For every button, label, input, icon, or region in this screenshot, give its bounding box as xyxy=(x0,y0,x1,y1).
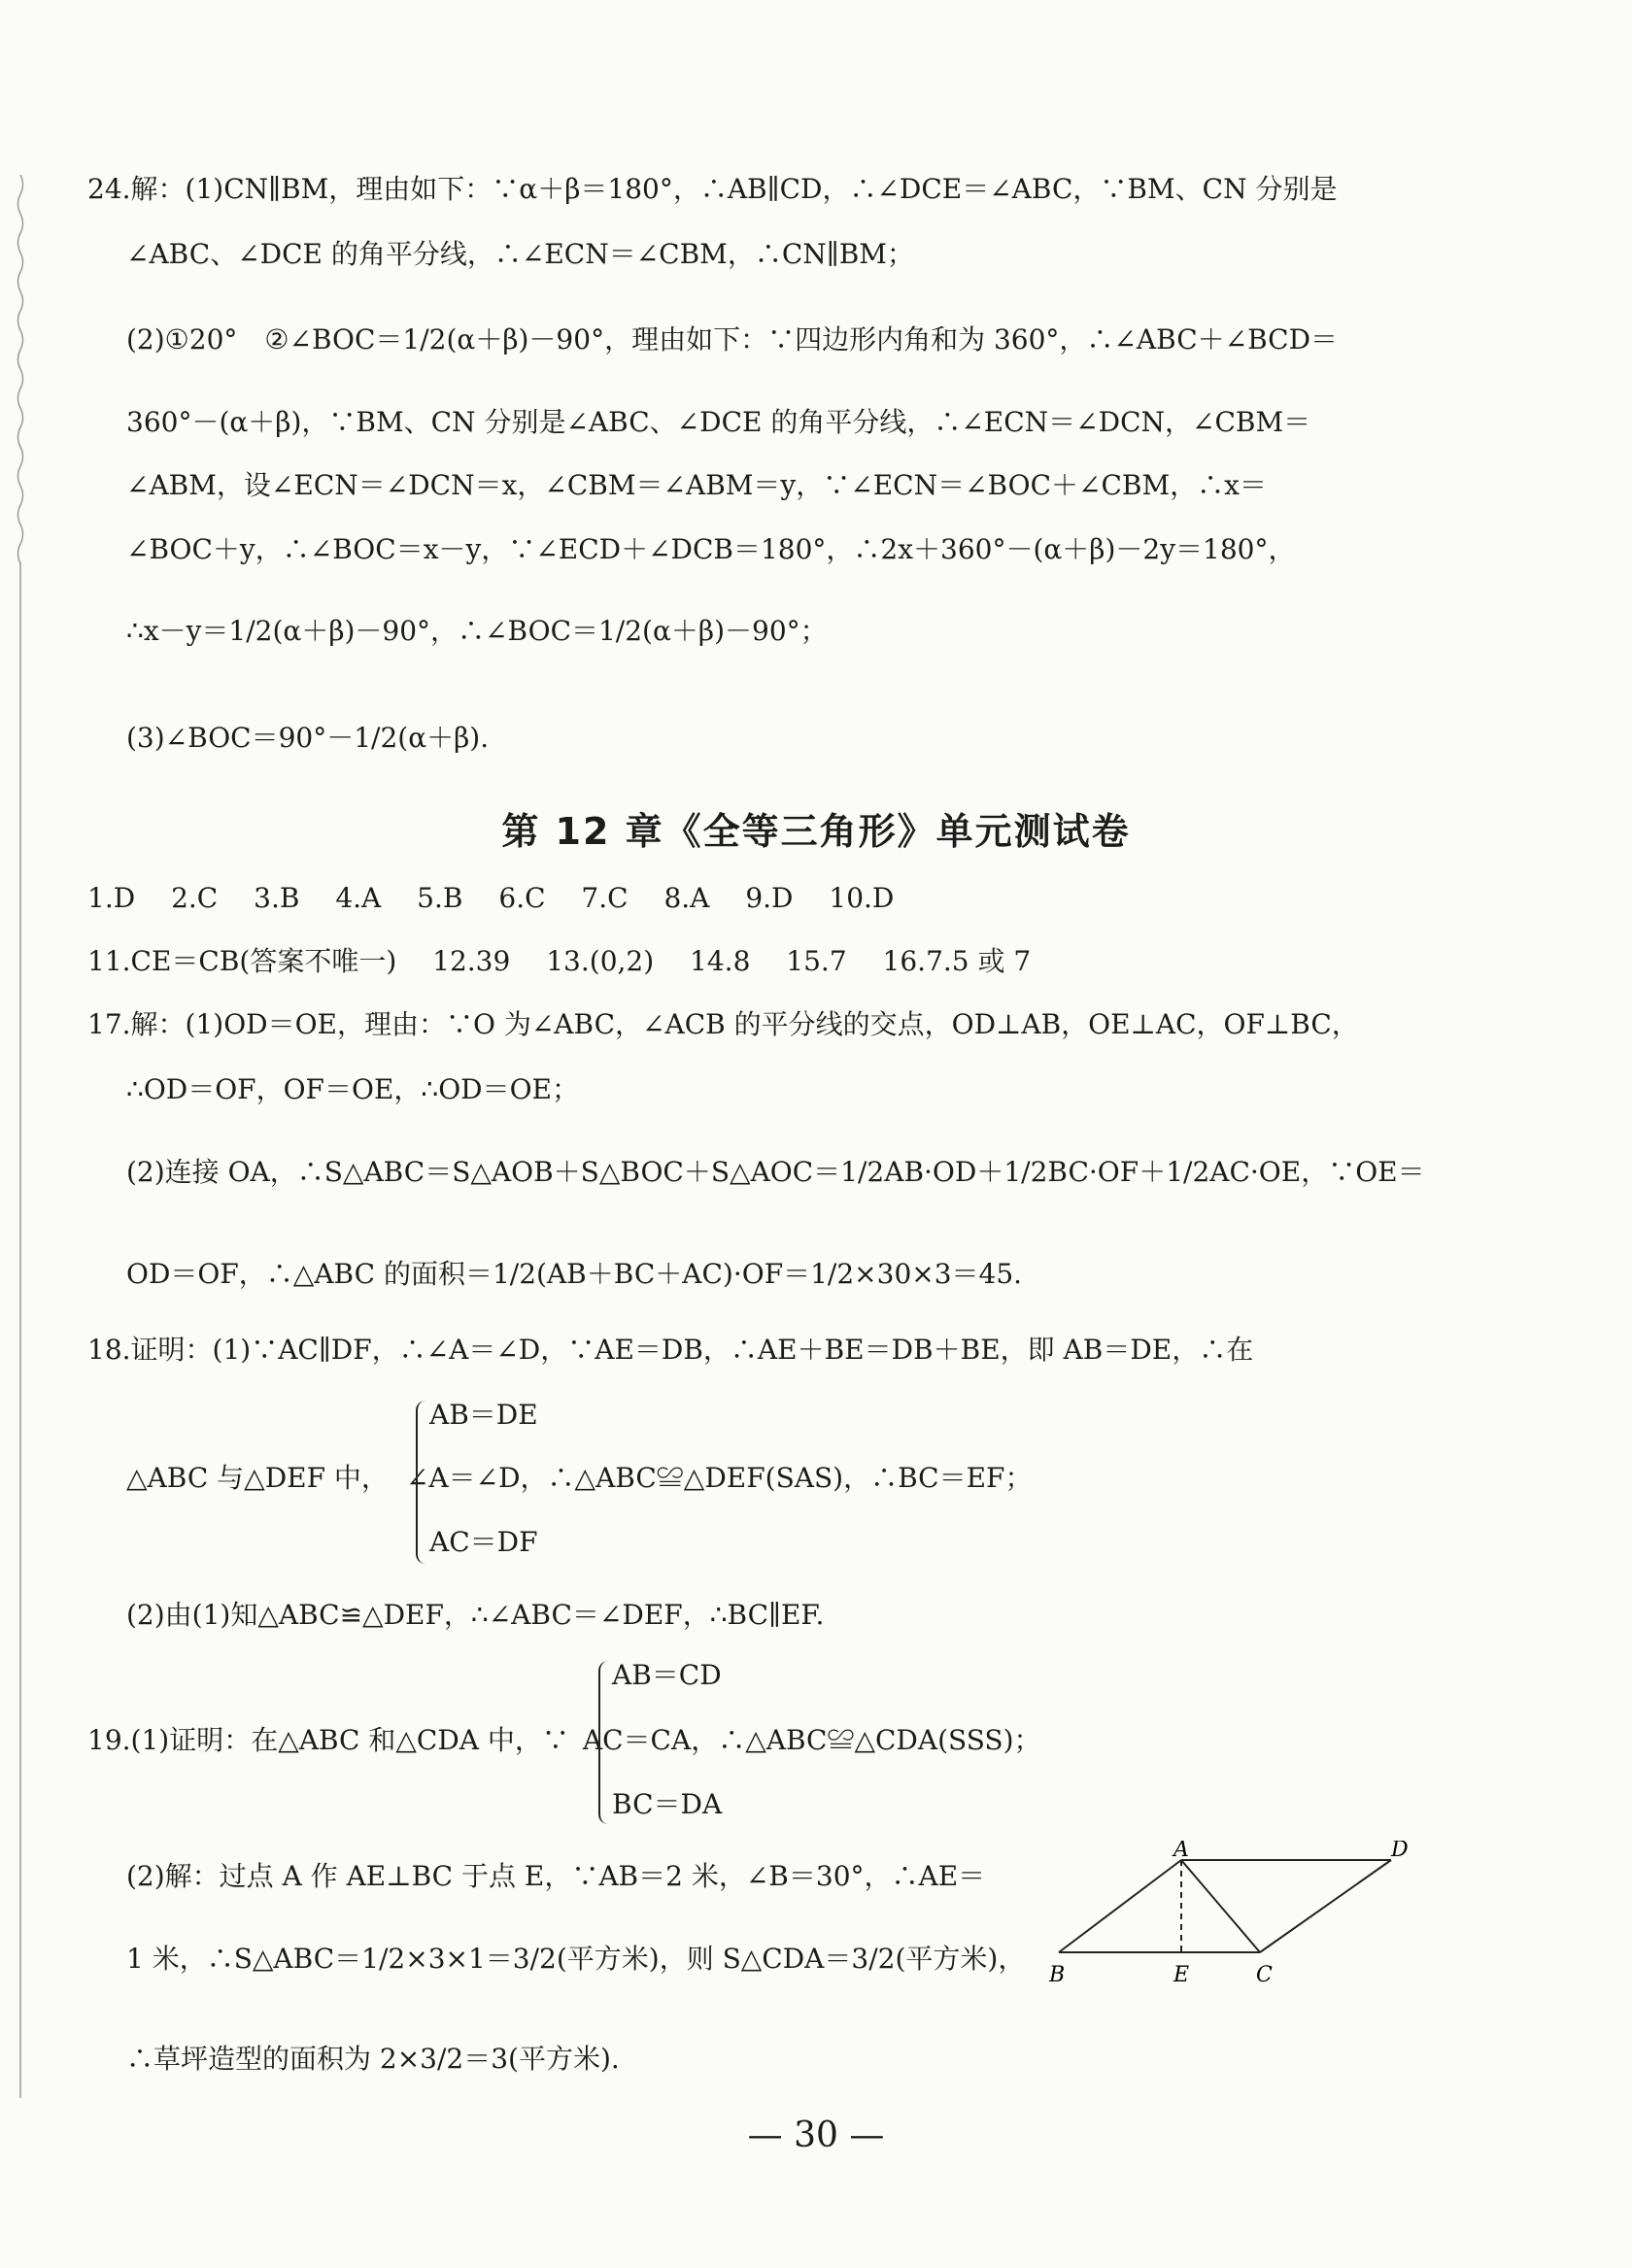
q17-line-3: (2)连接 OA，∴S△ABC＝S△AOB＋S△BOC＋S△AOC＝1/2AB·OD＋1/2BC·OF＋1/2AC·OE，∵OE＝ xyxy=(126,1156,1425,1188)
parallelogram-figure xyxy=(1049,1841,1409,1986)
q18-system-prefix: △ABC 与△DEF 中， xyxy=(126,1462,389,1494)
answer-12: 12.39 xyxy=(432,945,511,977)
q24-line-6: ∠BOC＋y，∴∠BOC＝x－y，∵∠ECD＋∠DCB＝180°，∴2x＋360°－(α＋β)－2y＝180°， xyxy=(126,533,1296,565)
segment-dc xyxy=(1260,1860,1391,1952)
q19-system-prefix: 19.(1)证明：在△ABC 和△CDA 中，∵ xyxy=(87,1724,569,1756)
segment-ac xyxy=(1181,1860,1260,1952)
label-c: C xyxy=(1256,1963,1273,1986)
label-e: E xyxy=(1173,1963,1190,1986)
answer-2: 2.C xyxy=(171,882,219,914)
answer-11: 11.CE＝CB(答案不唯一) xyxy=(87,945,397,977)
q19-line-4: ∴草坪造型的面积为 2×3/2＝3(平方米). xyxy=(126,2043,620,2075)
answer-5: 5.B xyxy=(417,882,463,914)
q19-line-2: (2)解：过点 A 作 AE⊥BC 于点 E，∵AB＝2 米，∠B＝30°，∴AE＝ xyxy=(126,1860,986,1892)
answer-16: 16.7.5 或 7 xyxy=(882,945,1032,977)
answers-row-2 xyxy=(87,942,1632,981)
q18-system-row xyxy=(126,1459,1632,1498)
label-a: A xyxy=(1173,1841,1189,1862)
answer-9: 9.D xyxy=(745,882,794,914)
chapter-title: 第 12 章《全等三角形》单元测试卷 xyxy=(501,810,1131,853)
q17-line-2: ∴OD＝OF，OF＝OE，∴OD＝OE； xyxy=(126,1073,579,1105)
answer-3: 3.B xyxy=(254,882,300,914)
answers-row-1 xyxy=(87,879,1632,918)
answer-1: 1.D xyxy=(87,882,136,914)
binding-border xyxy=(14,175,27,2098)
q17-line-1: 17.解：(1)OD＝OE，理由：∵O 为∠ABC，∠ACB 的平分线的交点，OD⊥AB，OE⊥AC，OF⊥BC， xyxy=(87,1008,1359,1040)
answer-6: 6.C xyxy=(498,882,546,914)
answer-15: 15.7 xyxy=(786,945,847,977)
q18-line-3: (2)由(1)知△ABC≌△DEF，∴∠ABC＝∠DEF，∴BC∥EF. xyxy=(126,1599,825,1631)
answer-4: 4.A xyxy=(335,882,382,914)
answer-7: 7.C xyxy=(581,882,629,914)
q19-system-b: AC＝CA，∴△ABC≌△CDA(SSS)； xyxy=(582,1724,1041,1756)
q19-system-c: BC＝DA xyxy=(612,1788,723,1820)
answer-10: 10.D xyxy=(829,882,895,914)
answer-14: 14.8 xyxy=(690,945,751,977)
q24-line-1: 24.解：(1)CN∥BM，理由如下：∵α＋β＝180°，∴AB∥CD，∴∠DCE＝∠ABC，∵BM、CN 分别是 xyxy=(87,173,1338,205)
q18-line-1: 18.证明：(1)∵AC∥DF，∴∠A＝∠D，∵AE＝DB，∴AE＋BE＝DB＋BE，即 AB＝DE，∴在 xyxy=(87,1334,1254,1366)
q19-system-row xyxy=(87,1721,1632,1760)
q24-line-3: (2)①20° ②∠BOC＝1/2(α＋β)－90°，理由如下：∵四边形内角和为 360°，∴∠ABC＋∠BCD＝ xyxy=(126,323,1339,355)
label-d: D xyxy=(1391,1841,1409,1862)
page-number: — 30 — xyxy=(747,2116,885,2155)
q24-line-2: ∠ABC、∠DCE 的角平分线，∴∠ECN＝∠CBM，∴CN∥BM； xyxy=(126,238,914,270)
answer-8: 8.A xyxy=(663,882,710,914)
label-b: B xyxy=(1049,1963,1066,1986)
q24-line-8: (3)∠BOC＝90°－1/2(α＋β). xyxy=(126,722,490,754)
q24-line-7: ∴x－y＝1/2(α＋β)－90°，∴∠BOC＝1/2(α＋β)－90°； xyxy=(126,615,828,647)
q19-line-3: 1 米，∴S△ABC＝1/2×3×1＝3/2(平方米)，则 S△CDA＝3/2(平方米)， xyxy=(126,1943,1026,1975)
q18-system-a: AB＝DE xyxy=(429,1399,538,1431)
q18-system-c: AC＝DF xyxy=(429,1526,538,1558)
segment-ab xyxy=(1059,1860,1181,1952)
q24-line-4: 360°－(α＋β)，∵BM、CN 分别是∠ABC、∠DCE 的角平分线，∴∠ECN＝∠DCN，∠CBM＝ xyxy=(126,406,1311,438)
q17-line-4: OD＝OF，∴△ABC 的面积＝1/2(AB＋BC＋AC)·OF＝1/2×30×3＝45. xyxy=(126,1258,1023,1290)
answer-13: 13.(0,2) xyxy=(546,945,655,977)
q24-line-5: ∠ABM，设∠ECN＝∠DCN＝x，∠CBM＝∠ABM＝y，∵∠ECN＝∠BOC＋∠CBM，∴x＝ xyxy=(126,469,1267,501)
q18-system-b: ∠A＝∠D，∴△ABC≌△DEF(SAS)，∴BC＝EF； xyxy=(405,1462,1033,1494)
q19-system-a: AB＝CD xyxy=(612,1659,722,1691)
